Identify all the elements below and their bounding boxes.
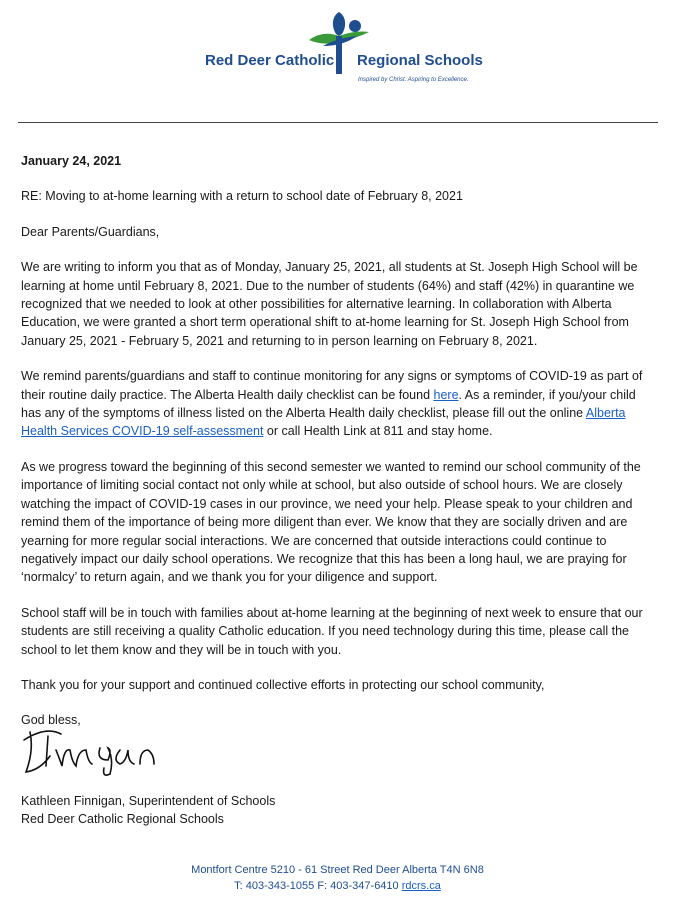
letter-date: January 24, 2021	[21, 154, 122, 168]
website-link[interactable]: rdcrs.ca	[401, 880, 441, 892]
footer-phone-fax: T: 403-343-1055 F: 403-347-6410	[234, 880, 402, 892]
signer-name: Kathleen Finnigan, Superintendent of Schools	[21, 794, 276, 808]
signer-org: Red Deer Catholic Regional Schools	[21, 812, 224, 826]
salutation: Dear Parents/Guardians,	[21, 224, 160, 239]
handwritten-signature	[16, 720, 196, 780]
letter-subject: RE: Moving to at-home learning with a return to school date of February 8, 2021	[21, 189, 463, 204]
org-name-left: Red Deer Catholic	[205, 52, 335, 69]
tagline: Inspired by Christ. Aspiring to Excellence.	[358, 77, 469, 83]
signer-block	[21, 792, 275, 828]
org-name-right: Regional Schools	[357, 52, 483, 69]
checklist-link[interactable]: here	[433, 387, 459, 402]
paragraph-2-text-b: . As a reminder, if you/your child has any of the symptoms of illness listed on the Alberta Health daily checklist, please fill out the online	[21, 387, 636, 421]
header-divider	[18, 122, 658, 123]
letterhead	[0, 0, 675, 120]
paragraph-2-text-c: or call Health Link at 811 and stay home.	[263, 424, 493, 439]
signature-text: Finnigan	[16, 720, 20, 721]
letter-body	[21, 152, 651, 747]
paragraph-5: Thank you for your support and continued collective efforts in protecting our school community,	[21, 677, 545, 692]
paragraph-3: As we progress toward the beginning of this second semester we wanted to remind our school community of the importance of limiting social contact not only while at school, but also outside of school hours. We are closely watching the impact of COVID-19 cases in our province, we need your help. Please speak to your children and remind them of the importance of being more diligent than ever. We know that they are socially driven and are yearning for more regular social interactions. We are concerned that outside interactions could continue to negatively impact our daily school operations. We recognize that this has been a long haul, we are praying for ‘normalcy’ to return again, and we thank you for your diligence and support.	[21, 459, 641, 585]
footer-contact	[0, 880, 675, 892]
self-assessment-link[interactable]: Alberta Health Services COVID-19 self-assessment	[21, 406, 626, 439]
paragraph-4: School staff will be in touch with families about at-home learning at the beginning of next week to ensure that our students are still receiving a quality Catholic education. If you need technology during this time, please call the school to let them know and they will be in touch with you.	[21, 605, 643, 657]
paragraph-1: We are writing to inform you that as of Monday, January 25, 2021, all students at St. Joseph High School will be learning at home until February 8, 2021. Due to the number of students (64%) and staff (42%) in quarantine we recognized that we needed to look at other possibilities for alternative learning. In collaboration with Alberta Education, we were granted a short term operational shift to at-home learning for St. Joseph High School from January 25, 2021 - February 5, 2021 and returning to in person learning on February 8, 2021.	[21, 260, 638, 348]
paragraph-2-text-a: We remind parents/guardians and staff to continue monitoring for any signs or symptoms of COVID-19 as part of their routine daily practice. The Alberta Health daily checklist can be found	[21, 369, 643, 402]
footer-address: Montfort Centre 5210 - 61 Street Red Deer Alberta T4N 6N8	[191, 864, 484, 876]
paragraph-2	[21, 367, 651, 441]
closing: God bless,	[21, 713, 81, 728]
